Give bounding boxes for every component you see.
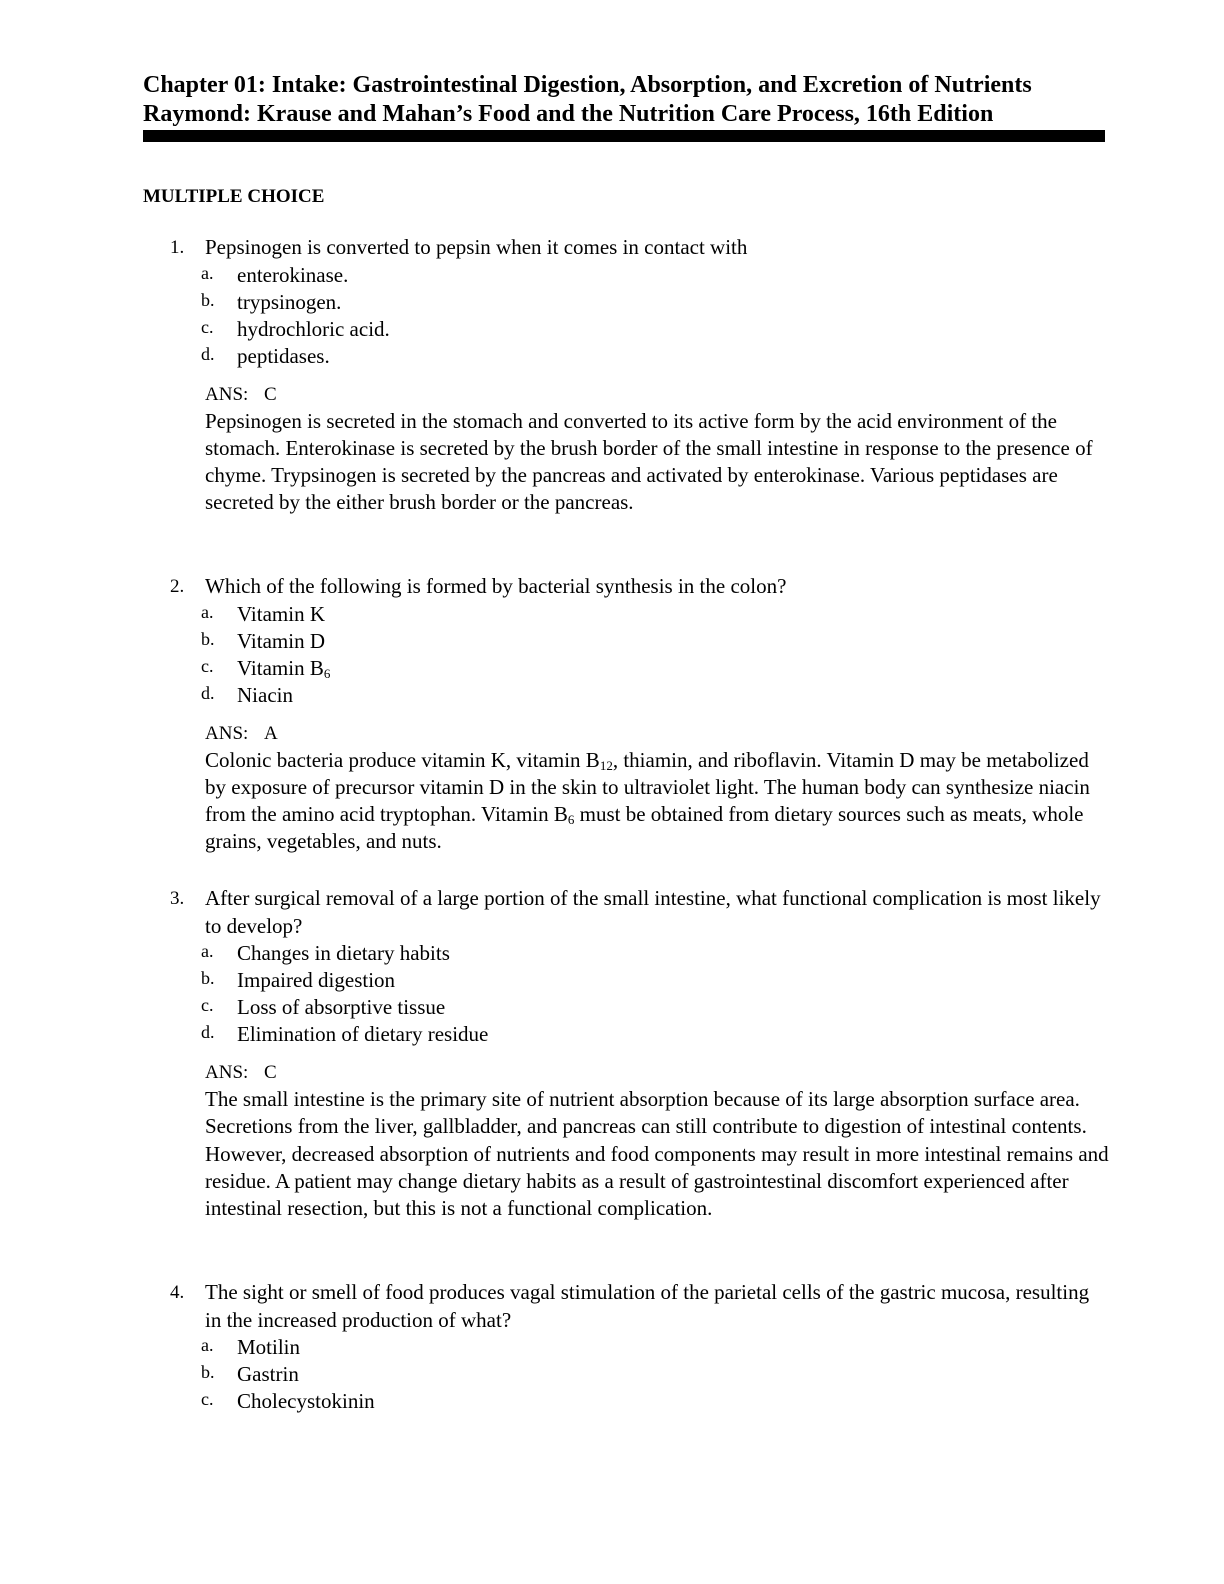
option-a <box>0 601 1224 628</box>
option-letter: b. <box>201 968 215 988</box>
option-text: peptidases. <box>237 343 330 368</box>
answer-line <box>205 382 1224 408</box>
option-letter: a. <box>201 601 214 622</box>
option-text: Gastrin <box>237 1362 299 1386</box>
option-c <box>0 994 1224 1021</box>
option-b <box>0 967 1224 994</box>
option-letter: d. <box>201 343 215 364</box>
option-b <box>0 289 1224 316</box>
answer-explanation: Pepsinogen is secreted in the stomach and converted to its active form by the acid environment of the stomach. Enterokinase is secreted by the brush border of the small intestine in response to the presence of chyme. Trypsinogen is secreted by the pancreas and activated by enterokinase. Various peptidases are secreted by the either brush border or the pancreas. <box>205 408 1093 515</box>
explanation-part: must be obtained from dietary sources such as meats, whole grains, vegetables, and nuts. <box>205 802 1084 854</box>
option-text: Impaired digestion <box>237 968 396 992</box>
option-letter: b. <box>201 289 215 310</box>
answer-label: ANS: <box>205 1062 249 1083</box>
question-number: 2. <box>170 576 185 597</box>
option-text: enterokinase. <box>237 262 349 287</box>
answer-label: ANS: <box>205 722 249 744</box>
question-4 <box>0 1279 1224 1415</box>
question-text: After surgical removal of a large portion of the small intestine, what functional complication is most likely to develop? <box>205 886 1101 938</box>
option-text: Niacin <box>237 682 293 707</box>
answer-line <box>205 1060 1224 1086</box>
option-letter: b. <box>201 628 215 649</box>
option-text: Vitamin D <box>237 628 325 653</box>
option-a <box>0 1334 1224 1361</box>
answer-label: ANS: <box>205 383 249 405</box>
answer-value: C <box>264 1062 277 1083</box>
answer-value: C <box>264 383 277 405</box>
header-rule <box>143 130 1105 142</box>
option-letter: a. <box>201 1335 214 1355</box>
option-letter: c. <box>201 655 214 676</box>
answer-value: A <box>264 722 278 744</box>
question-number: 1. <box>170 237 185 258</box>
question-text: Which of the following is formed by bacterial synthesis in the colon? <box>205 574 787 598</box>
option-text: hydrochloric acid. <box>237 316 390 341</box>
option-d <box>0 1021 1224 1048</box>
explanation-part: Colonic bacteria produce vitamin K, vitamin B <box>205 747 600 772</box>
answer-explanation: The small intestine is the primary site of nutrient absorption because of its large absorption surface area. Secretions from the liver, gallbladder, and pancreas can still contribute to digestion of intestinal contents. However, decreased absorption of nutrients and food components may result in more intestinal remains and residue. A patient may change dietary habits as a result of gastrointestinal discomfort experienced after intestinal resection, but this is not a functional complication. <box>205 1087 1109 1221</box>
option-letter: c. <box>201 316 214 337</box>
subscript: 6 <box>323 665 331 681</box>
option-b <box>0 1361 1224 1388</box>
answer-line <box>205 721 1224 747</box>
option-letter: d. <box>201 682 215 703</box>
question-text: The sight or smell of food produces vagal stimulation of the parietal cells of the gastric mucosa, resulting in the increased production of what? <box>205 1280 1090 1332</box>
option-text <box>237 655 330 682</box>
chapter-title: Chapter 01: Intake: Gastrointestinal Digestion, Absorption, and Excretion of Nutrients <box>143 72 1032 98</box>
question-1 <box>0 234 1224 517</box>
explanation-part: , thiamin, and riboflavin. Vitamin D may be metabolized by exposure of precursor vitamin D in the skin to ultraviolet light. The human body can synthesize niacin from the amino acid tryptophan. Vitamin B <box>205 747 1090 827</box>
option-c <box>0 1388 1224 1415</box>
option-c <box>0 655 1224 682</box>
option-a <box>0 940 1224 967</box>
option-text: Motilin <box>237 1335 301 1359</box>
question-3 <box>0 885 1224 1222</box>
question-text: Pepsinogen is converted to pepsin when it comes in contact with <box>205 235 748 259</box>
section-title: MULTIPLE CHOICE <box>143 186 325 207</box>
option-d <box>0 682 1224 709</box>
answer-explanation <box>205 747 1110 856</box>
option-b <box>0 628 1224 655</box>
question-number: 3. <box>170 888 185 909</box>
option-letter: a. <box>201 262 214 283</box>
option-text: Loss of absorptive tissue <box>237 995 446 1019</box>
document-header <box>143 71 1105 129</box>
option-letter: b. <box>201 1362 215 1382</box>
subscript: 12 <box>599 757 613 773</box>
subscript: 6 <box>567 812 575 828</box>
option-letter: c. <box>201 1389 214 1409</box>
option-text: Elimination of dietary residue <box>237 1022 489 1046</box>
question-number: 4. <box>170 1282 185 1303</box>
option-c <box>0 316 1224 343</box>
option-text-main: Vitamin B <box>237 655 324 680</box>
question-2 <box>0 573 1224 856</box>
option-d <box>0 343 1224 370</box>
option-text: Cholecystokinin <box>237 1389 375 1413</box>
option-text: trypsinogen. <box>237 289 342 314</box>
option-a <box>0 262 1224 289</box>
option-letter: c. <box>201 995 214 1015</box>
option-letter: a. <box>201 941 214 961</box>
option-letter: d. <box>201 1022 215 1042</box>
option-text: Vitamin K <box>237 601 325 626</box>
option-text: Changes in dietary habits <box>237 941 450 965</box>
book-title: Raymond: Krause and Mahan’s Food and the Nutrition Care Process, 16th Edition <box>143 101 994 127</box>
